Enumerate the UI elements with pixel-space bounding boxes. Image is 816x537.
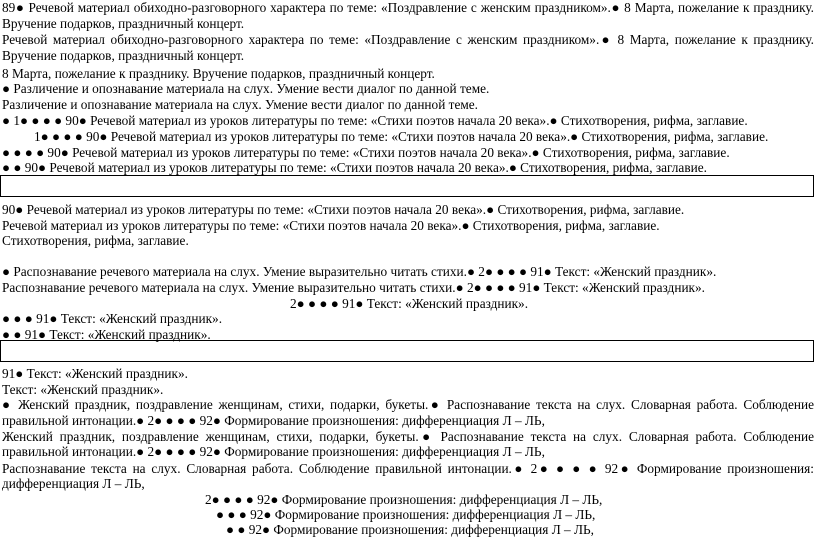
text-line: ● Различение и опознавание материала на слух. Умение вести диалог по данной теме.	[2, 81, 490, 96]
empty-table-row	[0, 340, 814, 362]
text-line: Вручение подарков, праздничный концерт.	[2, 16, 245, 31]
text-line: Женский праздник, поздравление женщинам, стихи, подарки, букеты.● Распознавание текста на слух. Словарная работа. Соблюдение	[2, 429, 814, 444]
text-line: 1● ● ● ● 90● Речевой материал из уроков литературы по теме: «Стихи поэтов начала 20 века».● Стихотворения, рифма, заглавие.	[34, 129, 769, 144]
text-line: ● ● ● 92● Формирование произношения: дифференциация Л – ЛЬ,	[216, 507, 596, 522]
text-line: Речевой материал из уроков литературы по теме: «Стихи поэтов начала 20 века».● Стихотворения, рифма, заглавие.	[2, 218, 660, 233]
text-line: 2● ● ● ● 92● Формирование произношения: дифференциация Л – ЛЬ,	[205, 492, 603, 507]
text-line: Вручение подарков, праздничный концерт.	[2, 48, 245, 63]
text-line: правильной интонации.● 2● ● ● ● 92● Формирование произношения: дифференциация Л – ЛЬ,	[2, 413, 545, 428]
text-line: ● Распознавание речевого материала на слух. Умение выразительно читать стихи.● 2● ● ● ● 91● Текст: «Женский праздник».	[2, 264, 717, 279]
text-line: Стихотворения, рифма, заглавие.	[2, 233, 189, 248]
text-line: ● ● ● ● 90● Речевой материал из уроков литературы по теме: «Стихи поэтов начала 20 века».● Стихотворения, рифма, заглавие.	[2, 145, 730, 160]
text-line: Распознавание текста на слух. Словарная работа. Соблюдение правильной интонации.● 2● ● ● ● 92● Формирование произношения:	[2, 461, 814, 476]
text-line: Текст: «Женский праздник».	[2, 382, 164, 397]
text-line: 8 Марта, пожелание к празднику. Вручение подарков, праздничный концерт.	[2, 66, 435, 81]
text-line: ● 1● ● ● ● 90● Речевой материал из уроков литературы по теме: «Стихи поэтов начала 20 века».● Стихотворения, рифма, заглавие.	[2, 113, 748, 128]
text-line: правильной интонации.● 2● ● ● ● 92● Формирование произношения: дифференциация Л – ЛЬ,	[2, 444, 545, 459]
text-line: дифференциация Л – ЛЬ,	[2, 476, 145, 491]
text-line: 2● ● ● ● 91● Текст: «Женский праздник».	[290, 296, 529, 311]
text-line: ● ● 90● Речевой материал из уроков литературы по теме: «Стихи поэтов начала 20 века».● Стихотворения, рифма, заглавие.	[2, 160, 707, 175]
text-line: 91● Текст: «Женский праздник».	[2, 366, 188, 381]
text-line: 90● Речевой материал из уроков литературы по теме: «Стихи поэтов начала 20 века».● Стихотворения, рифма, заглавие.	[2, 202, 685, 217]
text-line: Речевой материал обиходно-разговорного характера по теме: «Поздравление с женским праздником».● 8 Марта, пожелание к празднику.	[2, 32, 814, 47]
text-line: 89● Речевой материал обиходно-разговорного характера по теме: «Поздравление с женским праздником».● 8 Марта, пожелание к празднику.	[2, 0, 814, 15]
text-line: ● ● 91● Текст: «Женский праздник».	[2, 327, 211, 342]
empty-table-row	[0, 175, 814, 197]
text-line: Распознавание речевого материала на слух. Умение выразительно читать стихи.● 2● ● ● ● 91● Текст: «Женский праздник».	[2, 280, 705, 295]
text-line: Различение и опознавание материала на слух. Умение вести диалог по данной теме.	[2, 97, 478, 112]
text-line: ● ● 92● Формирование произношения: дифференциация Л – ЛЬ,	[226, 522, 595, 537]
text-line: ● Женский праздник, поздравление женщинам, стихи, подарки, букеты.● Распознавание текста на слух. Словарная работа. Соблюдение	[2, 397, 814, 412]
text-line: ● ● ● 91● Текст: «Женский праздник».	[2, 311, 223, 326]
